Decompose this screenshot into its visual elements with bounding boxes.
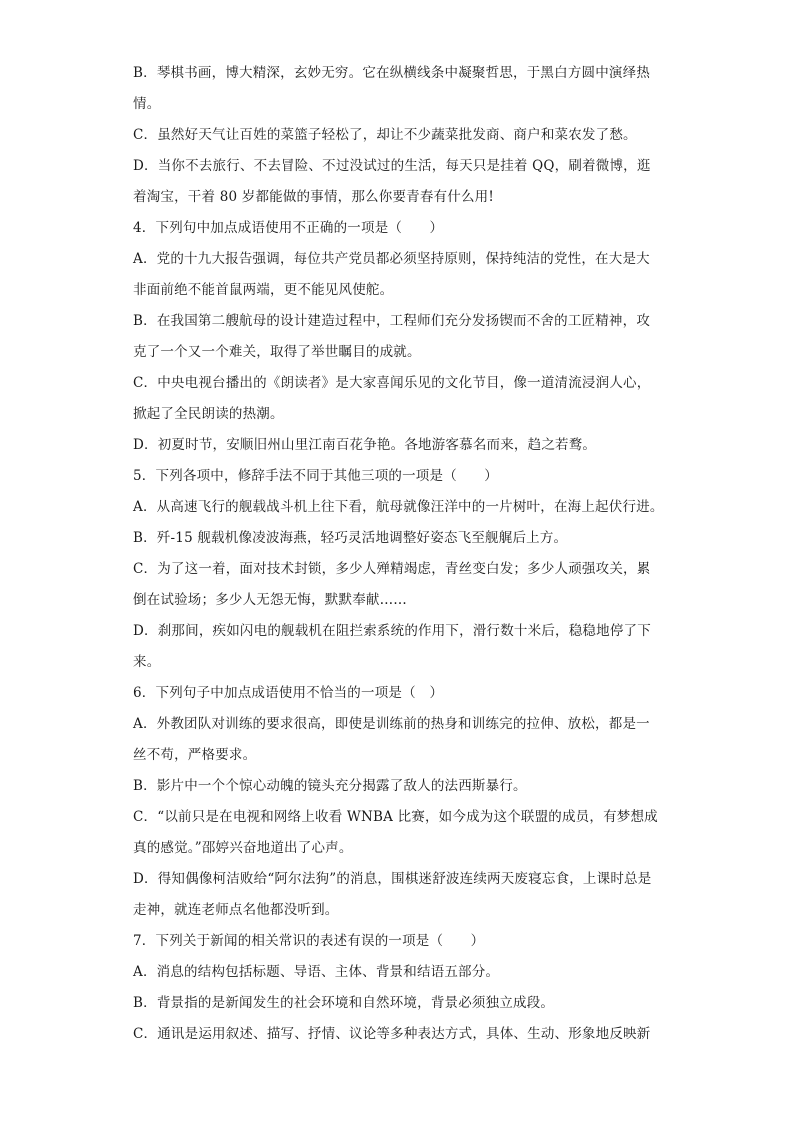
text-line: B．在我国第二艘航母的设计建造过程中，工程师们充分发扬锲而不舍的工匠精神，攻	[133, 313, 651, 329]
text-line: C．通讯是运用叙述、描写、抒情、议论等多种表达方式，具体、生动、形象地反映新	[133, 1026, 651, 1042]
text-line: D．刹那间，疾如闪电的舰载机在阻拦索系统的作用下，滑行数十米后，稳稳地停了下	[133, 623, 651, 639]
text-line: 真的感觉。”邵婷兴奋地道出了心声。	[133, 840, 353, 856]
text-line: D．得知偶像柯洁败给“阿尔法狗”的消息，围棋迷舒波连续两天废寝忘食，上课时总是	[133, 871, 652, 887]
question-stem: 4．下列句中加点成语使用不正确的一项是（ ）	[133, 220, 444, 236]
text-line: A．从高速飞行的舰载战斗机上往下看，航母就像汪洋中的一片树叶，在海上起伏行进。	[133, 499, 664, 515]
text-line: B．背景指的是新闻发生的社会环境和自然环境，背景必须独立成段。	[133, 995, 555, 1011]
text-line: B．歼-15 舰载机像凌波海燕，轻巧灵活地调整好姿态飞至舰艉后上方。	[133, 530, 568, 546]
text-line: D．初夏时节，安顺旧州山里江南百花争艳。各地游客慕名而来，趋之若鹜。	[133, 437, 597, 453]
text-line: A．消息的结构包括标题、导语、主体、背景和结语五部分。	[133, 964, 500, 980]
text-line: B．琴棋书画，博大精深，玄妙无穷。它在纵横线条中凝聚哲思，于黑白方圆中演绎热	[133, 65, 651, 81]
text-line: 来。	[133, 654, 161, 670]
text-line: 情。	[133, 96, 161, 112]
text-line: 着淘宝，干着 80 岁都能做的事情，那么你要青春有什么用!	[133, 189, 494, 205]
text-line: 克了一个又一个难关，取得了举世瞩目的成就。	[133, 344, 421, 360]
text-line: C．“以前只是在电视和网络上收看 WNBA 比赛，如今成为这个联盟的成员，有梦想成	[133, 809, 658, 825]
text-line: B．影片中一个个惊心动魄的镜头充分揭露了敌人的法西斯暴行。	[133, 778, 527, 794]
text-line: D．当你不去旅行、不去冒险、不过没试过的生活，每天只是挂着 QQ，刷着微博，逛	[133, 158, 651, 174]
question-stem: 7．下列关于新闻的相关常识的表述有误的一项是（ ）	[133, 933, 485, 949]
text-line: 非面前绝不能首鼠两端，更不能见风使舵。	[133, 282, 394, 298]
question-stem: 6．下列句子中加点成语使用不恰当的一项是（ ）	[133, 685, 444, 701]
text-line: C．为了这一着，面对技术封锁，多少人殚精竭虑，青丝变白发；多少人顽强攻关，累	[133, 561, 651, 577]
question-stem: 5．下列各项中，修辞手法不同于其他三项的一项是（ ）	[133, 468, 498, 484]
text-line: 走神，就连老师点名他都没听到。	[133, 902, 339, 918]
text-line: A．党的十九大报告强调，每位共产党员都必须坚持原则，保持纯洁的党性，在大是大	[133, 251, 650, 267]
text-line: 倒在试验场；多少人无怨无悔，默默奉献……	[133, 592, 407, 608]
text-line: 丝不苟，严格要求。	[133, 747, 257, 763]
text-line: 掀起了全民朗读的热潮。	[133, 406, 284, 422]
text-line: A．外教团队对训练的要求很高，即使是训练前的热身和训练完的拉伸、放松，都是一	[133, 716, 650, 732]
text-line: C．虽然好天气让百姓的菜篮子轻松了，却让不少蔬菜批发商、商户和菜农发了愁。	[133, 127, 637, 143]
text-line: C．中央电视台播出的《朗读者》是大家喜闻乐见的文化节目，像一道清流浸润人心，	[133, 375, 651, 391]
